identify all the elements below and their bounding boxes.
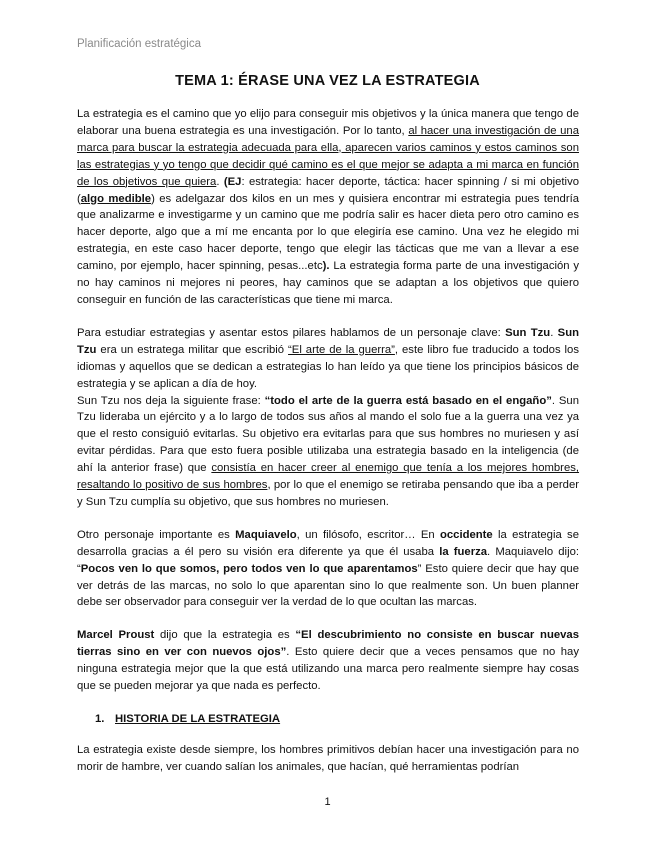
example-label: (EJ (223, 175, 242, 188)
underlined-text: consistía en hacer creer al enemigo que tenía a los mejores hombres, resaltando lo positivo de sus hombres (77, 462, 580, 492)
quote-text: “El descubrimiento no consiste en buscar nuevas tierras sino en ver con nuevos ojos” (77, 629, 579, 659)
paragraph-proust: Marcel Proust dijo que la estrategia es “El descubrimiento no consiste en buscar nuevas tierras sino en ver con nuevos ojos”. Esto quiere decir que a veces pensamos que no hay ninguna estrategia mejor que la que está utilizando una marca pero realmente siempre hay cosas que se pueden mejorar ya que nada es perfecto. (77, 629, 579, 693)
bold-underlined-text: algo medible (80, 192, 152, 205)
section-number: 1. (95, 713, 105, 725)
page-title: TEMA 1: ÉRASE UNA VEZ LA ESTRATEGIA (175, 73, 480, 89)
quote-text: Pocos ven lo que somos, pero todos ven lo que aparentamos (80, 562, 418, 575)
paragraph-sun-tzu-intro: Para estudiar estrategias y asentar estos pilares hablamos de un personaje clave: Sun Tzu. Sun Tzu era un estratega militar que escribió “El arte de la guerra”, este libro fue traducido a todos los idiomas y aquellos que se dedican a estrategias lo han leído ya que tiene los principios básicos de estrategia y se aplican a día de hoy. (77, 326, 579, 390)
bold-text: occidente (439, 528, 493, 541)
document-body (77, 106, 579, 792)
quote-text: “todo el arte de la guerra está basado en el engaño” (264, 394, 552, 407)
bold-text: Sun Tzu (505, 326, 551, 339)
paragraph-maquiavelo: Otro personaje importante es Maquiavelo, un filósofo, escritor… En occidente la estrategia se desarrolla gracias a él pero su visión era diferente ya que él usaba la fuerza. Maquiavelo dijo: “Pocos ven lo que somos, pero todos ven lo que aparentamos” Esto quiere decir que hay que ver detrás de las marcas, no solo lo que aparentan sino lo que realmente son. Un buen planner debe ser observador para conseguir ver la verdad de lo que ocultan las marcas. (77, 528, 580, 609)
section-heading (77, 711, 579, 728)
paragraph-sun-tzu-quote: Sun Tzu nos deja la siguiente frase: “todo el arte de la guerra está basado en el engaño”. Sun Tzu lideraba un ejército y a lo largo de todos sus años al mando el solo fue a la guerra una vez ya que el resto consiguió evitarlas. Su objetivo era evitarlas para que sus hombres no muriesen y así evitar pérdidas. Para que esto fuera posible utilizaba una estrategia basado en la inteligencia (de ahí la anterior frase) que consistía en hacer creer al enemigo que tenía a los mejores hombres, resaltando lo positivo de sus hombres, por lo que el enemigo se retiraba pensando que iba a perder y Sun Tzu cumplía su objetivo, que sus hombres no muriesen. (77, 394, 580, 508)
bold-text: Marcel Proust (77, 629, 155, 642)
bold-text: la fuerza (439, 545, 488, 558)
page-number: 1 (324, 796, 331, 808)
paragraph-history: La estrategia existe desde siempre, los hombres primitivos debían hacer una investigación para no morir de hambre, ver cuando salían los animales, que hacían, qué herramientas podrían (77, 743, 579, 773)
underlined-text: al hacer una investigación de una marca para buscar la estrategia adecuada para ella, aparecen varios caminos y estos caminos son las estrategias y yo tengo que decidir qué camino es el que mejor se adapta a mi marca en función de los objetivos que quiera (77, 124, 579, 188)
bold-text: Sun Tzu (77, 326, 579, 356)
section-label: HISTORIA DE LA ESTRATEGIA (115, 713, 281, 725)
bold-text: Maquiavelo (235, 528, 297, 541)
bold-text: ). (322, 260, 330, 273)
book-title: “El arte de la guerra” (288, 343, 395, 356)
paragraph-strategy-definition: La estrategia es el camino que yo elijo para conseguir mis objetivos y la única manera que tengo de elaborar una buena estrategia es una investigación. Por lo tanto, al hacer una investigación de una marca para buscar la estrategia adecuada para ella, aparecen varios caminos y estos caminos son las estrategias y yo tengo que decidir qué camino es el que mejor se adapta a mi marca en función de los objetivos que quiera. (EJ: estrategia: hacer deporte, táctica: hacer spinning / si mi objetivo (algo medible) es adelgazar dos kilos en un mes y quisiera encontrar mi estrategia pues tendría que analizarme e investigarme y un camino que me podría salir es hacer dieta pero otro camino es hacer deporte, algo que a mí me encanta por lo que elegiría ese camino. Una vez he elegido mi estrategia, en este caso hacer deporte, tengo que elegir las tácticas que me van a llevar a ese camino, por ejemplo, hacer spinning, pesas...etc). La estrategia forma parte de una investigación y no hay caminos ni mejores ni peores, hay caminos que se adaptan a los objetivos que quiero conseguir en función de las características que tiene mi marca. (77, 108, 580, 306)
running-header: Planificación estratégica (77, 38, 202, 50)
